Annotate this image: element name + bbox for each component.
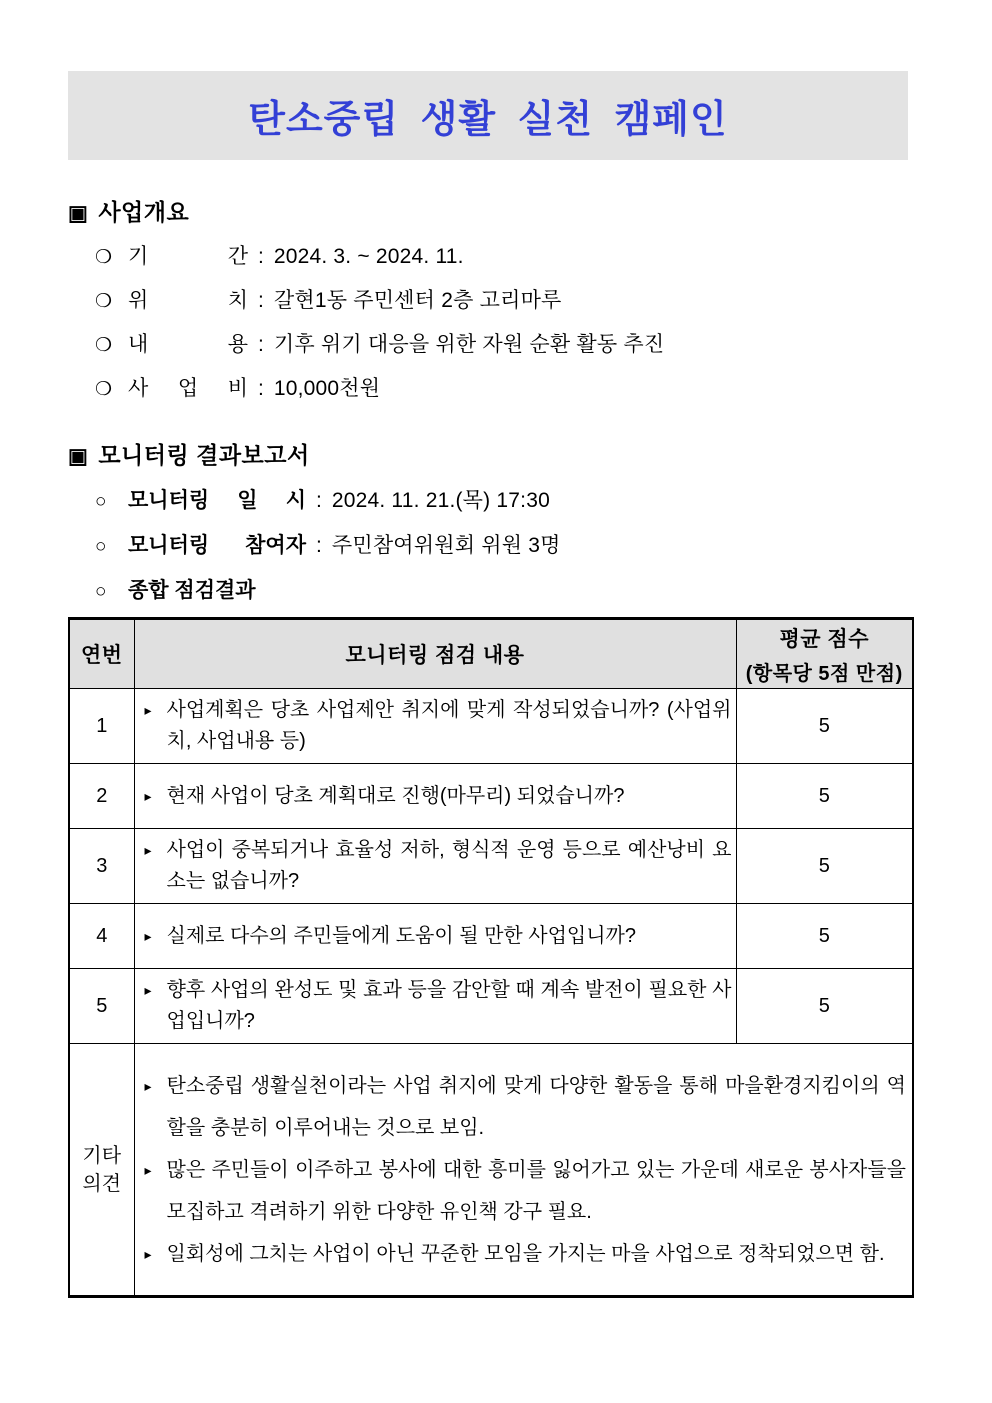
square-marker-icon: ▣ [68, 202, 89, 225]
overview-item-location-label: 위 치 [128, 289, 248, 312]
row-number: 4 [69, 904, 134, 969]
overview-item-location [68, 287, 912, 315]
colon-separator: : [258, 333, 264, 356]
triangle-bullet-icon: ▸ [144, 1077, 152, 1094]
row-question [134, 969, 736, 1044]
etc-opinion-content [134, 1044, 913, 1297]
row-number: 5 [69, 969, 134, 1044]
title-banner [68, 71, 908, 160]
row-score: 5 [736, 764, 913, 829]
etc-opinion-label: 기타의견 [69, 1044, 134, 1297]
row-number: 1 [69, 689, 134, 764]
row-score: 5 [736, 829, 913, 904]
triangle-bullet-icon: ▸ [144, 842, 152, 858]
overview-item-budget-value: 10,000천원 [273, 377, 381, 400]
row-question-text: 사업이 중복되거나 효율성 저하, 형식적 운영 등으로 예산낭비 요소는 없습니까? [166, 839, 732, 892]
circle-bullet-icon: ❍ [95, 291, 113, 312]
colon-separator: : [258, 245, 264, 268]
triangle-bullet-icon: ▸ [144, 1161, 152, 1178]
row-score: 5 [736, 904, 913, 969]
monitoring-item-participants [68, 532, 912, 560]
monitoring-item-participants-label: 모니터링 참여자 [128, 534, 306, 557]
etc-opinion-item [143, 1149, 907, 1233]
table-row [69, 689, 913, 764]
circle-bullet-icon: ❍ [95, 335, 113, 356]
row-score: 5 [736, 969, 913, 1044]
colon-separator: : [258, 377, 264, 400]
overview-item-period [68, 243, 912, 271]
section-heading-monitoring-label: 모니터링 결과보고서 [98, 442, 310, 468]
table-header-score-line2: (항목당 5점 만점) [745, 662, 903, 685]
overview-item-budget [68, 375, 912, 403]
circle-bullet-icon: ❍ [95, 379, 113, 400]
row-question-text: 사업계획은 당초 사업제안 취지에 맞게 작성되었습니까? (사업위치, 사업내용 등) [166, 699, 732, 752]
etc-opinion-item [143, 1233, 907, 1275]
table-row [69, 969, 913, 1044]
table-row-etc-opinion [69, 1044, 913, 1297]
overview-items [68, 243, 912, 403]
overview-item-period-value: 2024. 3. ~ 2024. 11. [273, 245, 464, 268]
monitoring-item-datetime-value: 2024. 11. 21.(목) 17:30 [331, 489, 550, 512]
monitoring-item-participants-value: 주민참여위원회 위원 3명 [331, 534, 561, 557]
circle-bullet-icon: ○ [95, 491, 107, 512]
triangle-bullet-icon: ▸ [144, 702, 152, 718]
etc-opinion-item [143, 1065, 907, 1149]
overview-item-content [68, 331, 912, 359]
overview-item-content-value: 기후 위기 대응을 위한 자원 순환 활동 추진 [273, 333, 665, 356]
section-monitoring-report [68, 437, 912, 605]
colon-separator: : [258, 289, 264, 312]
etc-opinion-text: 많은 주민들이 이주하고 봉사에 대한 흥미를 잃어가고 있는 가운데 새로운 봉사자들을 모집하고 격려하기 위한 다양한 유인책 강구 필요. [166, 1158, 906, 1223]
overview-item-budget-label: 사 업 비 [128, 377, 248, 400]
monitoring-item-datetime-label: 모니터링 일 시 [128, 489, 306, 512]
row-question [134, 904, 736, 969]
circle-bullet-icon: ○ [95, 581, 107, 602]
section-heading-monitoring [68, 437, 912, 470]
table-header-score-line1: 평균 점수 [779, 627, 869, 651]
triangle-bullet-icon: ▸ [144, 787, 152, 804]
etc-opinion-text: 일회성에 그치는 사업이 아닌 꾸준한 모임을 가지는 마을 사업으로 정착되었으면 함. [166, 1242, 885, 1265]
overview-item-location-value: 갈현1동 주민센터 2층 고리마루 [273, 289, 562, 312]
row-question-text: 현재 사업이 당초 계획대로 진행(마무리) 되었습니까? [166, 784, 625, 807]
table-header-content: 모니터링 점검 내용 [134, 619, 736, 689]
table-row [69, 904, 913, 969]
monitoring-items [68, 487, 912, 605]
row-question-text: 실제로 다수의 주민들에게 도움이 될 만한 사업입니까? [166, 924, 637, 947]
section-heading-overview-label: 사업개요 [98, 199, 190, 225]
row-number: 2 [69, 764, 134, 829]
monitoring-item-datetime [68, 487, 912, 515]
circle-bullet-icon: ❍ [95, 247, 113, 268]
section-heading-overview [68, 194, 912, 227]
monitoring-result-table [68, 617, 914, 1298]
section-project-overview [68, 194, 912, 403]
triangle-bullet-icon: ▸ [144, 1245, 152, 1262]
page-title: 탄소중립 생활 실천 캠페인 [248, 99, 728, 141]
overview-item-period-label: 기 간 [128, 245, 248, 268]
row-score: 5 [736, 689, 913, 764]
row-question [134, 829, 736, 904]
table-header-no: 연번 [69, 619, 134, 689]
table-header-score [736, 619, 913, 689]
overview-item-content-label: 내 용 [128, 333, 248, 356]
monitoring-item-summary [68, 577, 912, 605]
colon-separator: : [316, 489, 322, 512]
row-number: 3 [69, 829, 134, 904]
row-question [134, 689, 736, 764]
colon-separator: : [316, 534, 322, 557]
monitoring-item-summary-label: 종합 점검결과 [128, 579, 256, 602]
row-question-text: 향후 사업의 완성도 및 효과 등을 감안할 때 계속 발전이 필요한 사업입니까? [166, 979, 732, 1032]
etc-opinion-text: 탄소중립 생활실천이라는 사업 취지에 맞게 다양한 활동을 통해 마을환경지킴이의 역할을 충분히 이루어내는 것으로 보임. [166, 1074, 906, 1139]
circle-bullet-icon: ○ [95, 536, 107, 557]
triangle-bullet-icon: ▸ [144, 982, 152, 998]
table-header-row [69, 619, 913, 689]
square-marker-icon: ▣ [68, 445, 89, 468]
table-row [69, 764, 913, 829]
row-question [134, 764, 736, 829]
triangle-bullet-icon: ▸ [144, 927, 152, 944]
table-row [69, 829, 913, 904]
